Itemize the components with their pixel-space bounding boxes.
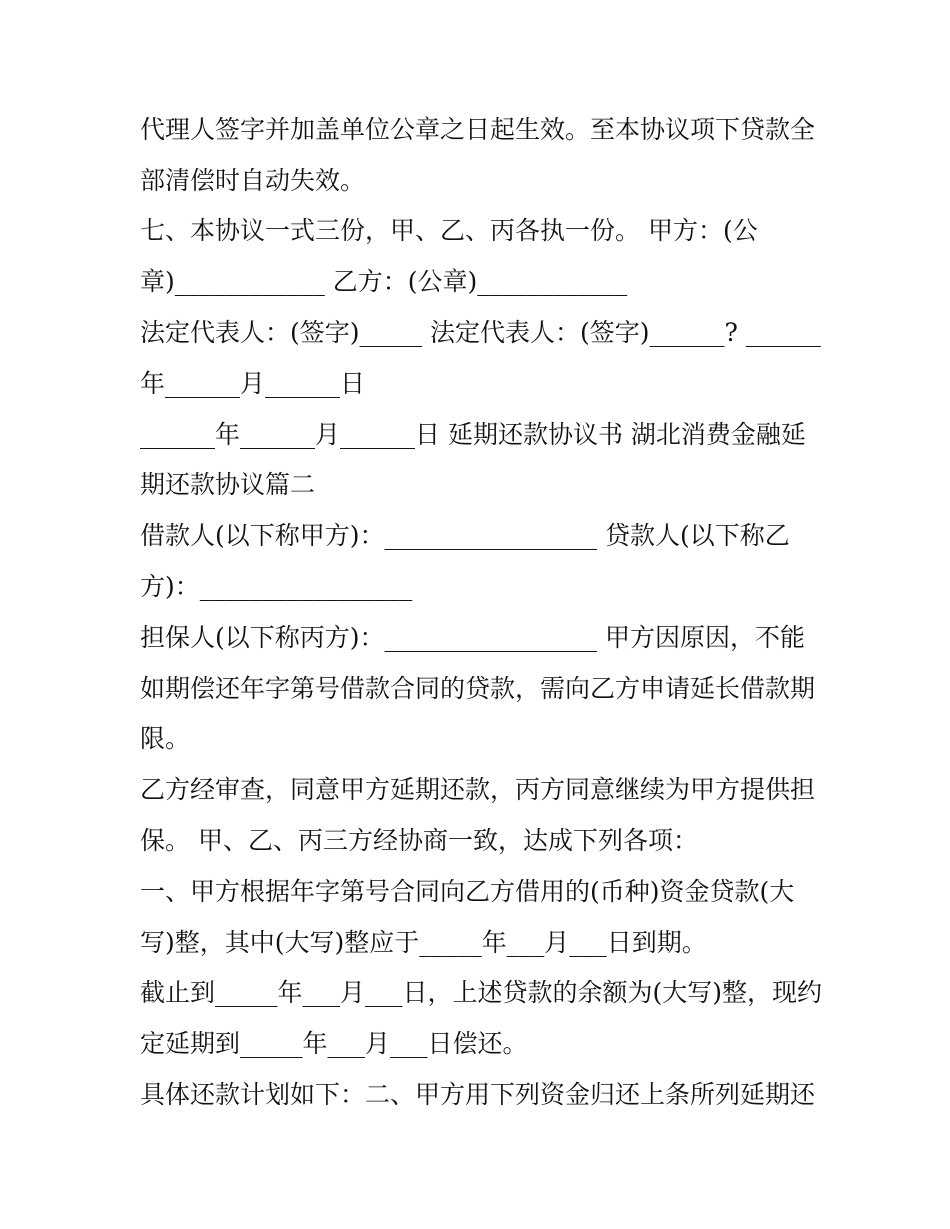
text-line: 乙方经审查，同意甲方延期还款，丙方同意继续为甲方提供担 <box>140 775 816 804</box>
text-line: ______年______月______日 延期还款协议书 湖北消费金融延 <box>140 420 806 449</box>
text-line: 代理人签字并加盖单位公章之日起生效。至本协议项下贷款全 <box>140 115 816 144</box>
text-line: 担保人(以下称丙方)：_________________ 甲方因原因，不能 <box>140 623 805 652</box>
text-line: 如期偿还年字第号借款合同的贷款，需向乙方申请延长借款期 <box>140 674 816 703</box>
text-line: 法定代表人：(签字)_____ 法定代表人：(签字)______? ______ <box>140 318 821 347</box>
text-line: 借款人(以下称甲方)：_________________ 贷款人(以下称乙 <box>140 521 790 550</box>
text-line: 截止到_____年___月___日，上述贷款的余额为(大写)整，现约 <box>140 978 823 1007</box>
text-line: 七、本协议一式三份，甲、乙、丙各执一份。 甲方：(公 <box>140 216 758 245</box>
text-line: 一、甲方根据年字第号合同向乙方借用的(币种)资金贷款(大 <box>140 877 795 906</box>
text-line: 保。 甲、乙、丙三方经协商一致，达成下列各项： <box>140 826 698 855</box>
text-line: 年______月______日 <box>140 369 366 398</box>
text-line: 章)____________ 乙方：(公章)____________ <box>140 267 628 296</box>
text-line: 定延期到_____年___月___日偿还。 <box>140 1029 528 1058</box>
text-line: 具体还款计划如下：二、甲方用下列资金归还上条所列延期还 <box>140 1080 816 1109</box>
text-line: 方)：_________________ <box>140 572 413 601</box>
text-line: 期还款协议篇二 <box>140 470 316 499</box>
text-line: 写)整，其中(大写)整应于_____年___月___日到期。 <box>140 928 707 957</box>
text-line: 限。 <box>140 724 191 753</box>
text-line: 部清偿时自动失效。 <box>140 166 366 195</box>
